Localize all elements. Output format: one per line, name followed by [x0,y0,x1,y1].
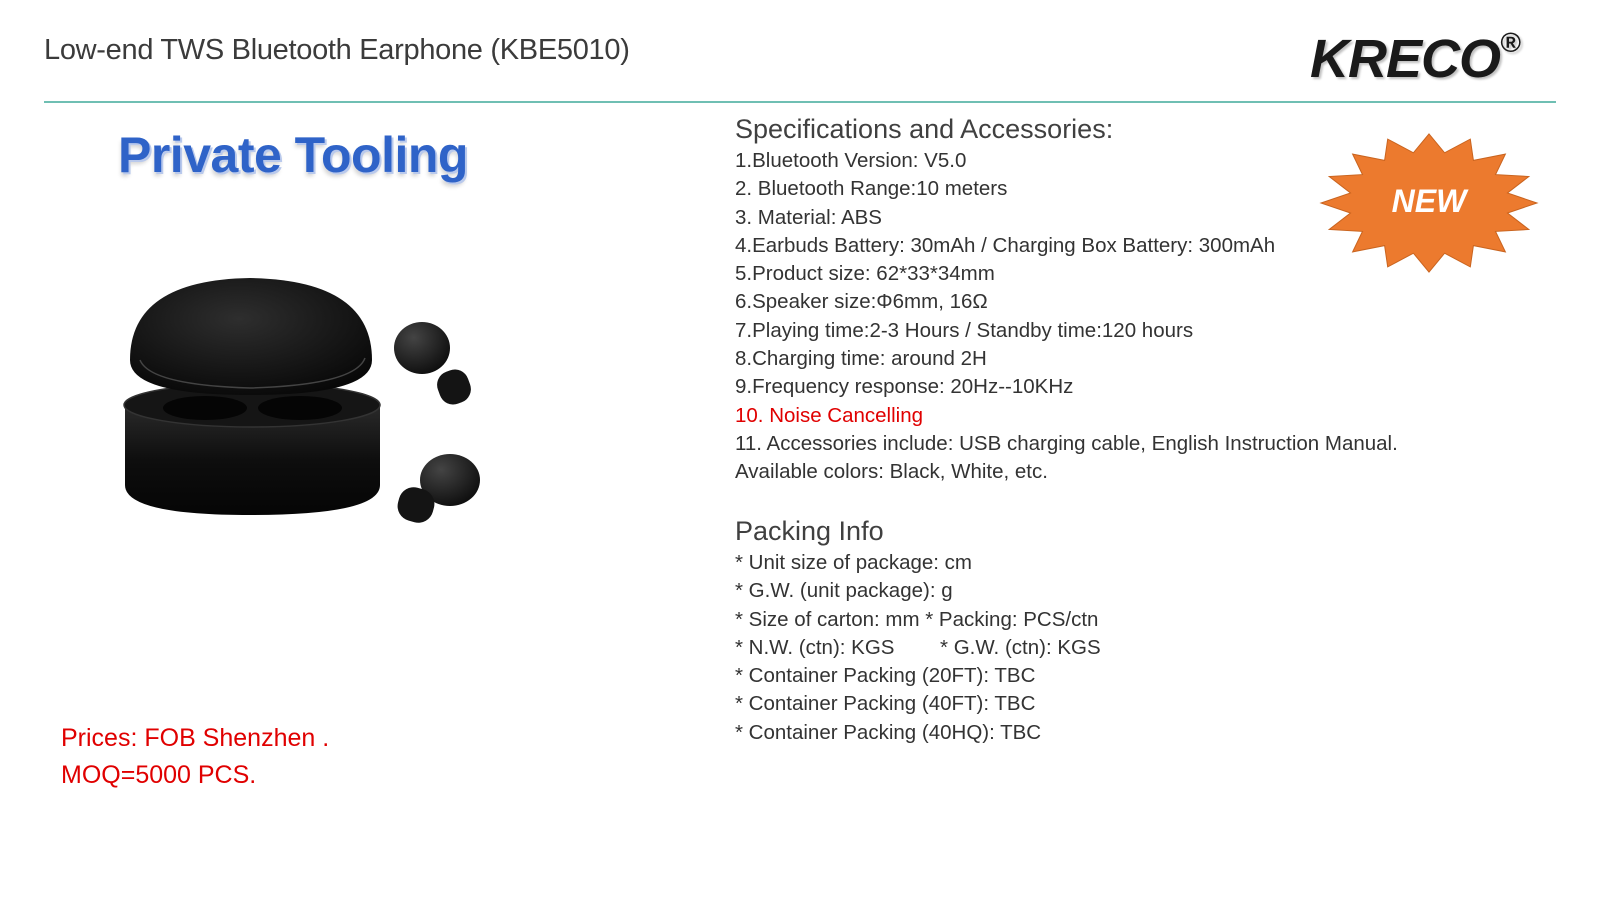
price-fob: Prices: FOB Shenzhen . [61,724,330,752]
specifications-section [735,114,1398,487]
spec-item-noise-cancelling: 10. Noise Cancelling [735,403,924,427]
spec-item: 6.Speaker size:Φ6mm, 16Ω [735,290,988,314]
new-badge [1318,130,1540,276]
packing-item: * G.W. (unit package): g [735,579,953,603]
packing-item: * N.W. (ctn): KGS * G.W. (ctn): KGS [735,635,1101,659]
spec-item: 4.Earbuds Battery: 30mAh / Charging Box Battery: 300mAh [735,233,1276,257]
header-divider [44,101,1556,103]
spec-item-colors: Available colors: Black, White, etc. [735,460,1048,484]
packing-info-section [735,516,1101,747]
brand-logo [1310,28,1520,90]
new-badge-label: NEW [1391,183,1467,219]
logo-text: KRECO [1310,29,1501,89]
packing-heading: Packing Info [735,516,884,546]
spec-item: 5.Product size: 62*33*34mm [735,262,995,286]
packing-item: * Container Packing (20FT): TBC [735,664,1036,688]
spec-item: 11. Accessories include: USB charging cable, English Instruction Manual. [735,431,1398,455]
earphone-product-image [110,270,510,570]
spec-item: 3. Material: ABS [735,205,882,229]
spec-item: 1.Bluetooth Version: V5.0 [735,149,967,172]
packing-item: * Unit size of package: cm [735,551,972,574]
packing-item: * Size of carton: mm * Packing: PCS/ctn [735,607,1099,631]
pricing-block [61,720,329,794]
page-title: Low-end TWS Bluetooth Earphone (KBE5010) [44,34,630,66]
packing-item: * Container Packing (40FT): TBC [735,692,1036,716]
spec-item: 8.Charging time: around 2H [735,347,987,371]
packing-item: * Container Packing (40HQ): TBC [735,720,1042,744]
private-tooling-banner: Private Tooling [118,127,468,183]
specifications-heading: Specifications and Accessories: [735,114,1114,144]
spec-item: 7.Playing time:2-3 Hours / Standby time:120 hours [735,318,1194,342]
registered-mark: ® [1500,27,1520,58]
spec-item: 2. Bluetooth Range:10 meters [735,177,1008,201]
spec-item: 9.Frequency response: 20Hz--10KHz [735,375,1074,399]
price-moq: MOQ=5000 PCS. [61,761,257,789]
